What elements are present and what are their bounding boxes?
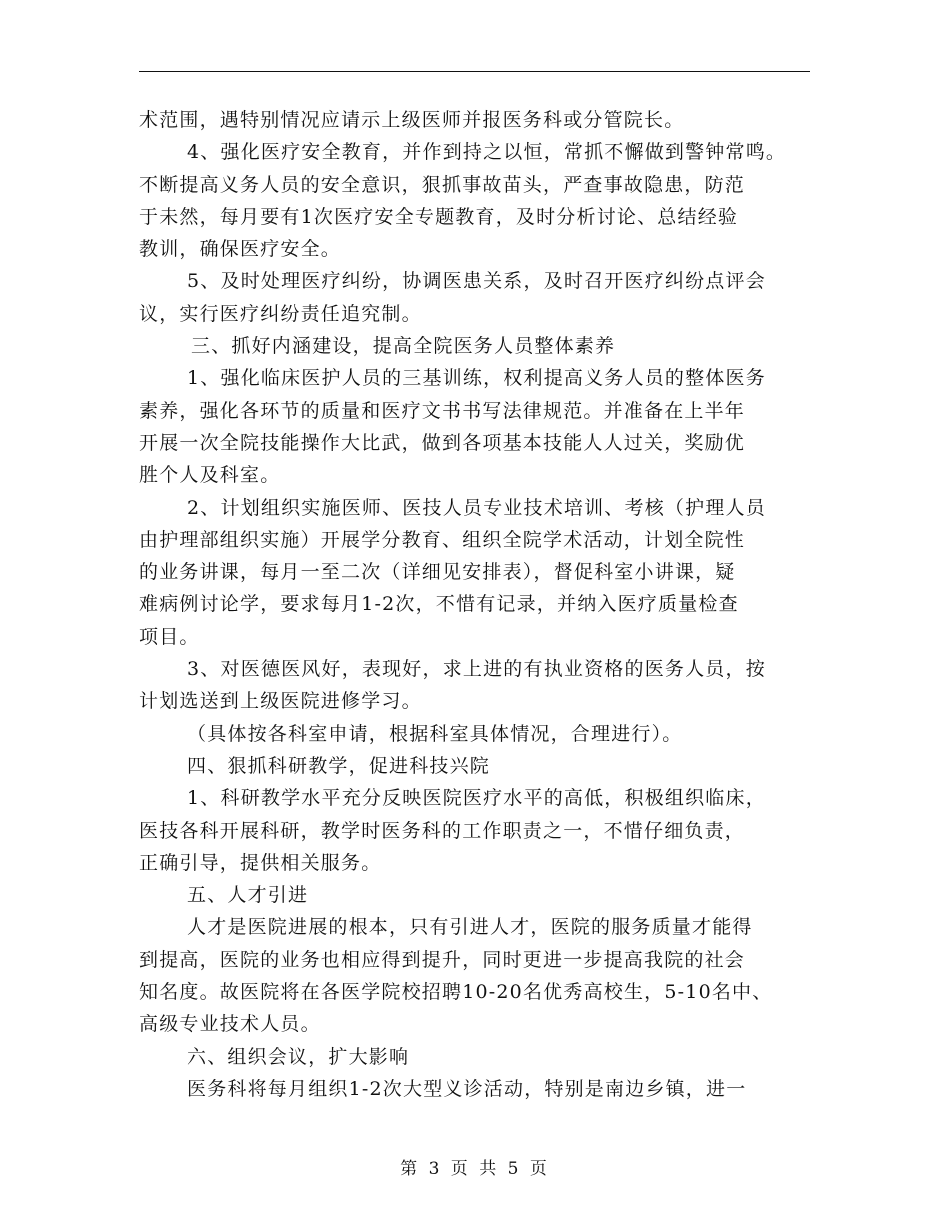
text-line: 项目。 (139, 625, 200, 648)
text-line: 素养，强化各环节的质量和医疗文书书写法律规范。并准备在上半年 (139, 399, 746, 422)
text-line: 知名度。故医院将在各医学院校招聘10-20名优秀高校生，5-10名中、 (139, 981, 773, 1004)
text-line: 胜个人及科室。 (139, 464, 281, 487)
text-line: 计划选送到上级医院进修学习。 (139, 690, 422, 713)
text-line: 1、科研教学水平充分反映医院医疗水平的高低，积极组织临床， (187, 787, 766, 810)
text-line: 开展一次全院技能操作大比武，做到各项基本技能人人过关，奖励优 (139, 431, 746, 454)
text-line: 3、对医德医风好，表现好，求上进的有执业资格的医务人员，按 (187, 658, 766, 681)
text-line: 2、计划组织实施医师、医技人员专业技术培训、考核（护理人员 (187, 496, 766, 519)
text-line: 议，实行医疗纠纷责任追究制。 (139, 302, 422, 325)
text-line: 教训，确保医疗安全。 (139, 238, 342, 261)
document-body (139, 104, 814, 1105)
section-heading: 四、狠抓科研教学，促进科技兴院 (187, 754, 491, 777)
page-number: 第 3 页 共 5 页 (400, 1159, 550, 1179)
section-heading: 六、组织会议，扩大影响 (187, 1045, 410, 1068)
text-line: 难病例讨论学，要求每月1-2次，不惜有记录，并纳入医疗质量检查 (139, 593, 739, 616)
text-line: 人才是医院进展的根本，只有引进人才，医院的服务质量才能得 (187, 916, 753, 939)
section-heading: 三、抓好内涵建设，提高全院医务人员整体素养 (191, 335, 616, 358)
text-line: （具体按各科室申请，根据科室具体情况，合理进行）。 (187, 722, 683, 745)
text-line: 高级专业技术人员。 (139, 1013, 321, 1036)
text-line: 医务科将每月组织1-2次大型义诊活动，特别是南边乡镇，进一 (187, 1077, 747, 1100)
text-line: 正确引导，提供相关服务。 (139, 851, 382, 874)
header-rule (139, 71, 810, 72)
text-line: 不断提高义务人员的安全意识，狠抓事故苗头，严查事故隐患，防范 (139, 173, 746, 196)
text-line: 于未然，每月要有1次医疗安全专题教育，及时分析讨论、总结经验 (139, 205, 739, 228)
text-line: 由护理部组织实施）开展学分教育、组织全院学术活动，计划全院性 (139, 528, 746, 551)
text-line: 医技各科开展科研，教学时医务科的工作职责之一，不惜仔细负责， (139, 819, 746, 842)
text-line: 5、及时处理医疗纠纷，协调医患关系，及时召开医疗纠纷点评会 (187, 270, 766, 293)
text-line: 术范围，遇特别情况应请示上级医师并报医务科或分管院长。 (139, 109, 685, 131)
text-line: 到提高，医院的业务也相应得到提升，同时更进一步提高我院的社会 (139, 948, 746, 971)
text-line: 1、强化临床医护人员的三基训练，权利提高义务人员的整体医务 (187, 367, 766, 390)
text-line: 4、强化医疗安全教育，并作到持之以恒，常抓不懈做到警钟常鸣。 (187, 141, 787, 164)
text-line: 的业务讲课，每月一至二次（详细见安排表），督促科室小讲课，疑 (139, 561, 736, 584)
section-heading: 五、人才引进 (187, 884, 309, 907)
